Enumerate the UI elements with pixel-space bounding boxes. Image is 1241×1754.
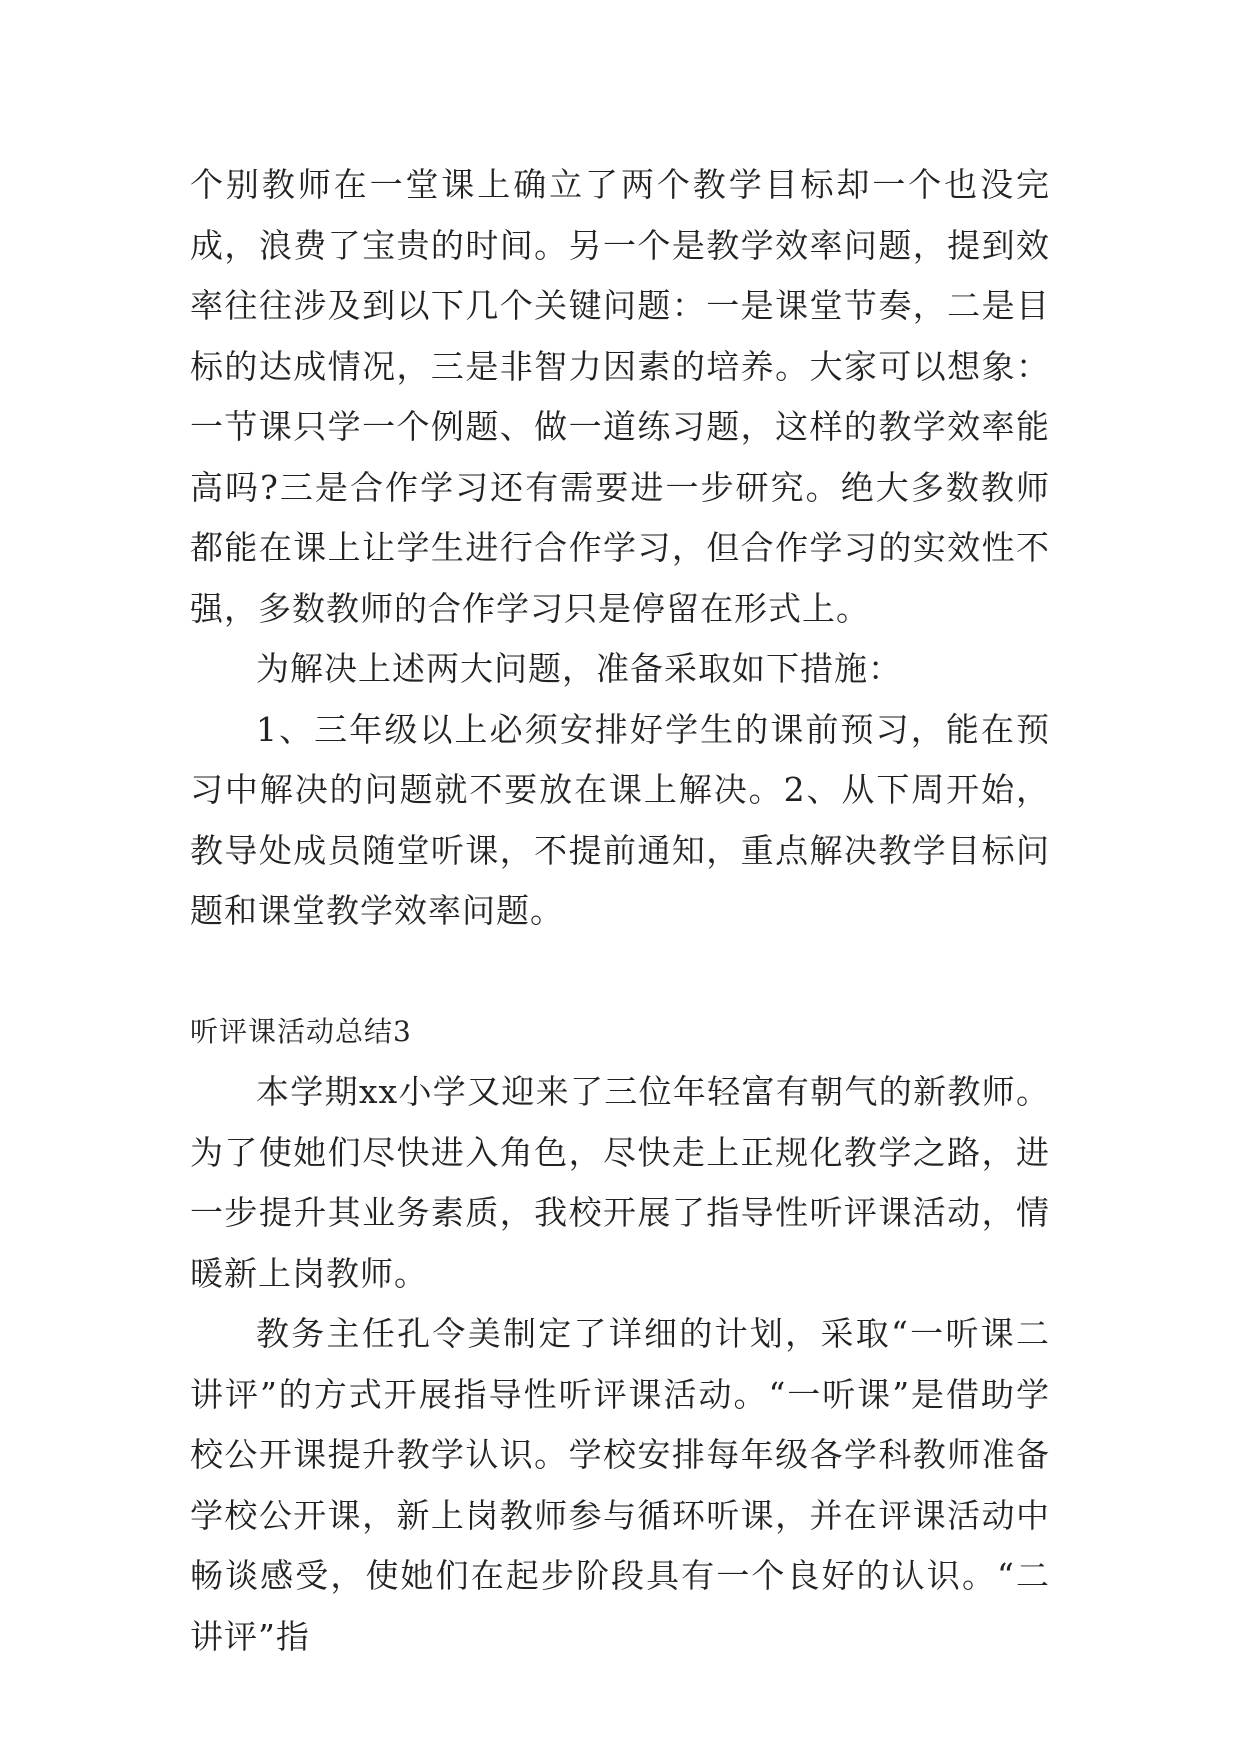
paragraph-measures-list: 1、三年级以上必须安排好学生的课前预习，能在预习中解决的问题就不要放在课上解决。2、从下周开始，教导处成员随堂听课，不提前通知，重点解决教学目标问题和课堂教学效率问题。 bbox=[190, 709, 1050, 930]
paragraph-measures-intro: 为解决上述两大问题，准备采取如下措施： bbox=[256, 649, 902, 688]
paragraph-new-teachers: 本学期xx小学又迎来了三位年轻富有朝气的新教师。为了使她们尽快进入角色，尽快走上正规化教学之路，进一步提升其业务素质，我校开展了指导性听评课活动，情暖新上岗教师。 bbox=[190, 1072, 1050, 1293]
section-heading: 听评课活动总结3 bbox=[190, 1014, 412, 1048]
document-body bbox=[190, 155, 1050, 1667]
paragraph-activity-plan: 教务主任孔令美制定了详细的计划，采取“一听课二讲评”的方式开展指导性听评课活动。“一听课”是借助学校公开课提升教学认识。学校安排每年级各学科教师准备学校公开课，新上岗教师参与循环听课，并在评课活动中畅谈感受，使她们在起步阶段具有一个良好的认识。“二讲评”指 bbox=[190, 1314, 1050, 1656]
paragraph-teaching-problems: 个别教师在一堂课上确立了两个教学目标却一个也没完成，浪费了宝贵的时间。另一个是教学效率问题，提到效率往往涉及到以下几个关键问题：一是课堂节奏，二是目标的达成情况，三是非智力因素的培养。大家可以想象：一节课只学一个例题、做一道练习题，这样的教学效率能高吗?三是合作学习还有需要进一步研究。绝大多数教师都能在课上让学生进行合作学习，但合作学习的实效性不强，多数教师的合作学习只是停留在形式上。 bbox=[190, 165, 1050, 628]
